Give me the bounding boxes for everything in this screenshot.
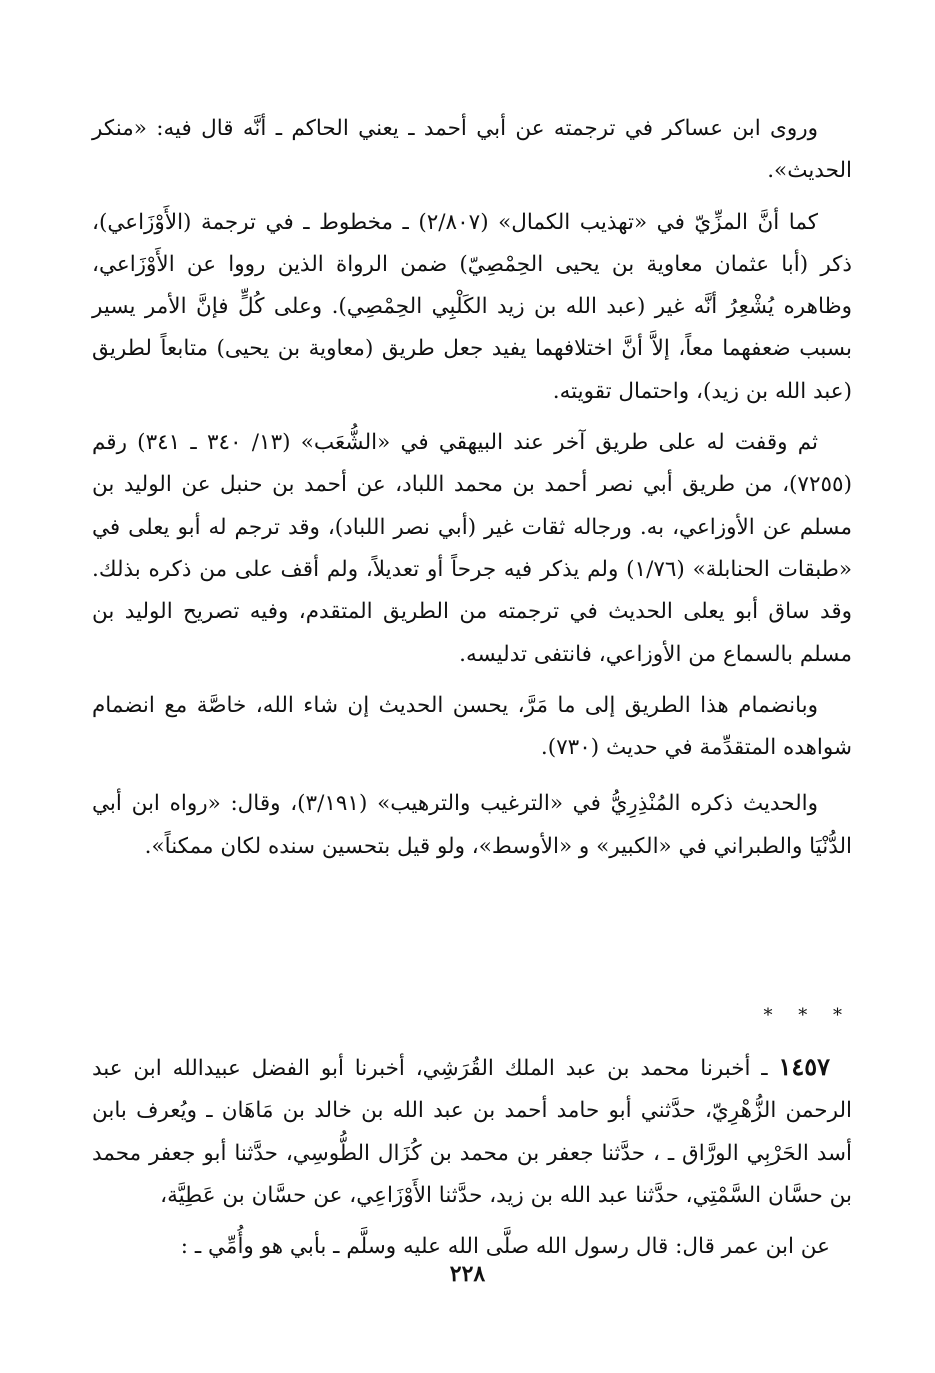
- hadith-number: ١٤٥٧: [778, 1052, 831, 1081]
- paragraph-ibn-asakir: وروى ابن عساكر في ترجمته عن أبي أحمد ـ يعني الحاكم ـ أنَّه قال فيه: «منكر الحديث».: [92, 116, 852, 184]
- page-number: ٢٢٨: [449, 1261, 486, 1287]
- section-separator: * * *: [763, 1005, 852, 1026]
- paragraph-conclusion: وبانضمام هذا الطريق إلى ما مَرَّ، يحسن الحديث إن شاء الله، خاصَّة مع انضمام شواهده المتقدِّمة في حديث (٧٣٠).: [92, 692, 852, 761]
- hadith-matn: عن ابن عمر قال: قال رسول الله صلَّى الله عليه وسلَّم ـ بأبي هو وأُمِّي ـ :: [180, 1234, 830, 1260]
- hadith-chain-paragraph: [92, 1046, 852, 1217]
- page-body: [92, 108, 852, 1260]
- paragraph-bayhaqi: ثم وقفت له على طريق آخر عند البيهقي في «الشُّعَب» (١٣/ ٣٤٠ ـ ٣٤١) رقم (٧٢٥٥)، من طريق أبي نصر أحمد بن محمد اللباد، عن أحمد بن حنبل عن الوليد بن مسلم عن الأوزاعي، به. ورجاله ثقات غير (أبي نصر اللباد)، وقد ترجم له أبو يعلى في «طبقات الحنابلة» (١/٧٦) ولم يذكر فيه جرحاً أو تعديلاً، ولم أقف على من ذكره بذلك. وقد ساق أبو يعلى الحديث في ترجمته من الطريق المتقدم، وفيه تصريح الوليد بن مسلم بالسماع من الأوزاعي، فانتفى تدليسه.: [92, 430, 852, 667]
- hadith-entry: [92, 1046, 852, 1268]
- hadith-chain: أخبرنا محمد بن عبد الملك القُرَشِي، أخبرنا أبو الفضل عبيدالله ابن عبد الرحمن الزُّهْرِيّ، حدَّثني أبو حامد أحمد بن عبد الله بن خالد بن مَاهَان ـ ويُعرف بابن أسد الحَرْبِي الورَّاق ـ ، حدَّثنا جعفر بن محمد بن كُزَال الطُّوسِي، حدَّثنا أبو جعفر محمد بن حسَّان السَّمْتِي، حدَّثنا عبد الله بن زيد، حدَّثنا الأَوْزَاعِي، عن حسَّان بن عَطِيَّة،: [92, 1056, 852, 1208]
- paragraph-mundhiri: والحديث ذكره المُنْذِرِيُّ في «الترغيب والترهيب» (٣/١٩١)، وقال: «رواه ابن أبي الدُّنْيَا والطبراني في «الكبير» و «الأوسط»، ولو قيل بتحسين سنده لكان ممكناً».: [92, 791, 852, 859]
- hadith-number-dash: ـ: [750, 1056, 779, 1081]
- paragraph-mizzi: كما أنَّ المزِّيّ في «تهذيب الكمال» (٢/٨٠٧) ـ مخطوط ـ في ترجمة (الأَوْزَاعي)، ذكر (أبا عثمان معاوية بن يحيى الحِمْصِيّ) ضمن الرواة الذين رووا عن الأَوْزَاعي، وظاهره يُشْعِرُ أنَّه غير (عبد الله بن زيد الكَلْبِي الحِمْصِي). وعلى كُلٍّ فإنَّ الأمر يسير بسبب ضعفهما معاً، إلاَّ أنَّ اختلافهما يفيد جعل طريق (معاوية بن يحيى) متابعاً لطريق (عبد الله بن زيد)، واحتمال تقويته.: [92, 209, 852, 404]
